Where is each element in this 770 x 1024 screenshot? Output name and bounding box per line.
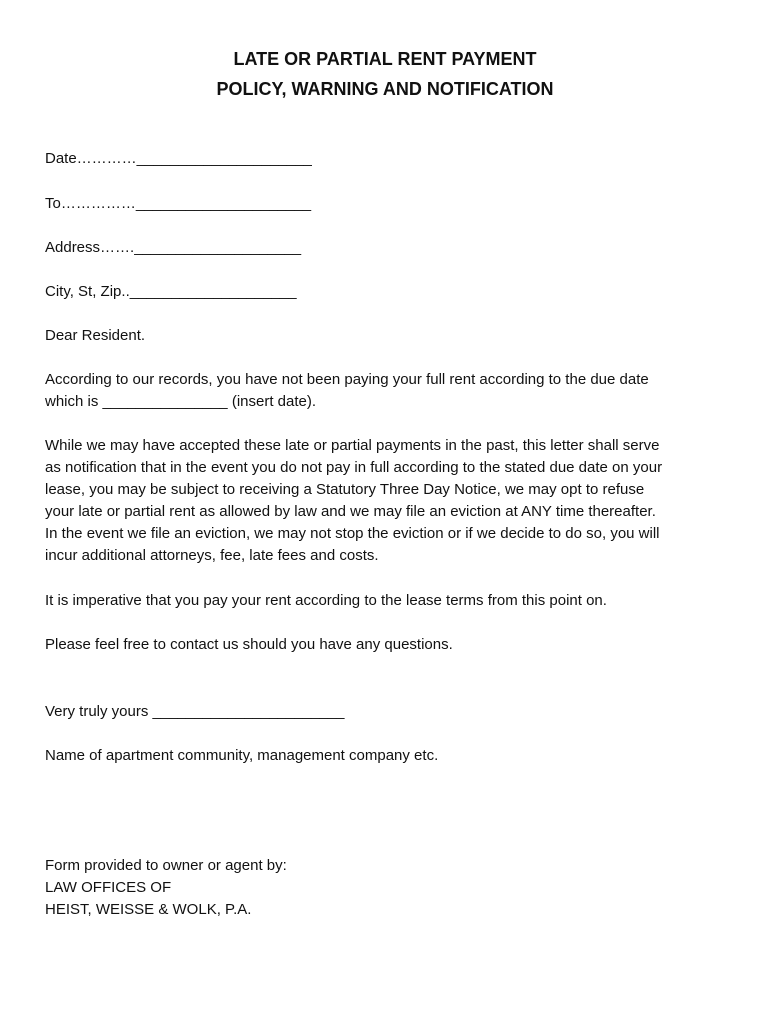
to-field: To……………_____________________	[45, 195, 312, 212]
paragraph-imperative: It is imperative that you pay your rent according to the lease terms from this point on.	[45, 592, 607, 609]
date-field: Date…………_____________________	[45, 150, 312, 167]
paragraph-records-line: which is _______________ (insert date).	[45, 393, 317, 410]
address-field: Address…….____________________	[45, 239, 302, 256]
paragraph-notification-line: your late or partial rent as allowed by law and we may file an eviction at ANY time thereafter.	[45, 503, 656, 520]
paragraph-records-line: According to our records, you have not been paying your full rent according to the due date	[45, 371, 649, 388]
closing-signature-line: Very truly yours _______________________	[45, 703, 345, 720]
paragraph-contact: Please feel free to contact us should you have any questions.	[45, 636, 453, 653]
paragraph-notification	[45, 435, 735, 567]
footer-line: HEIST, WEISSE & WOLK, P.A.	[45, 901, 252, 918]
document-title-line-1: LATE OR PARTIAL RENT PAYMENT	[233, 49, 537, 69]
city-state-zip-field: City, St, Zip..____________________	[45, 283, 297, 300]
paragraph-notification-line: While we may have accepted these late or partial payments in the past, this letter shall serve	[45, 437, 660, 454]
paragraph-notification-line: as notification that in the event you do not pay in full according to the stated due date on your	[45, 459, 663, 476]
community-name-line: Name of apartment community, management company etc.	[45, 747, 439, 764]
salutation: Dear Resident.	[45, 327, 146, 344]
paragraph-notification-line: incur additional attorneys, fee, late fees and costs.	[45, 547, 379, 564]
paragraph-records	[45, 369, 735, 413]
footer-line: Form provided to owner or agent by:	[45, 857, 287, 874]
footer-block	[45, 855, 735, 921]
document-title-line-2: POLICY, WARNING AND NOTIFICATION	[216, 79, 554, 99]
paragraph-notification-line: In the event we file an eviction, we may not stop the eviction or if we decide to do so, you will	[45, 525, 660, 542]
footer-line: LAW OFFICES OF	[45, 879, 172, 896]
paragraph-notification-line: lease, you may be subject to receiving a Statutory Three Day Notice, we may opt to refuse	[45, 481, 645, 498]
